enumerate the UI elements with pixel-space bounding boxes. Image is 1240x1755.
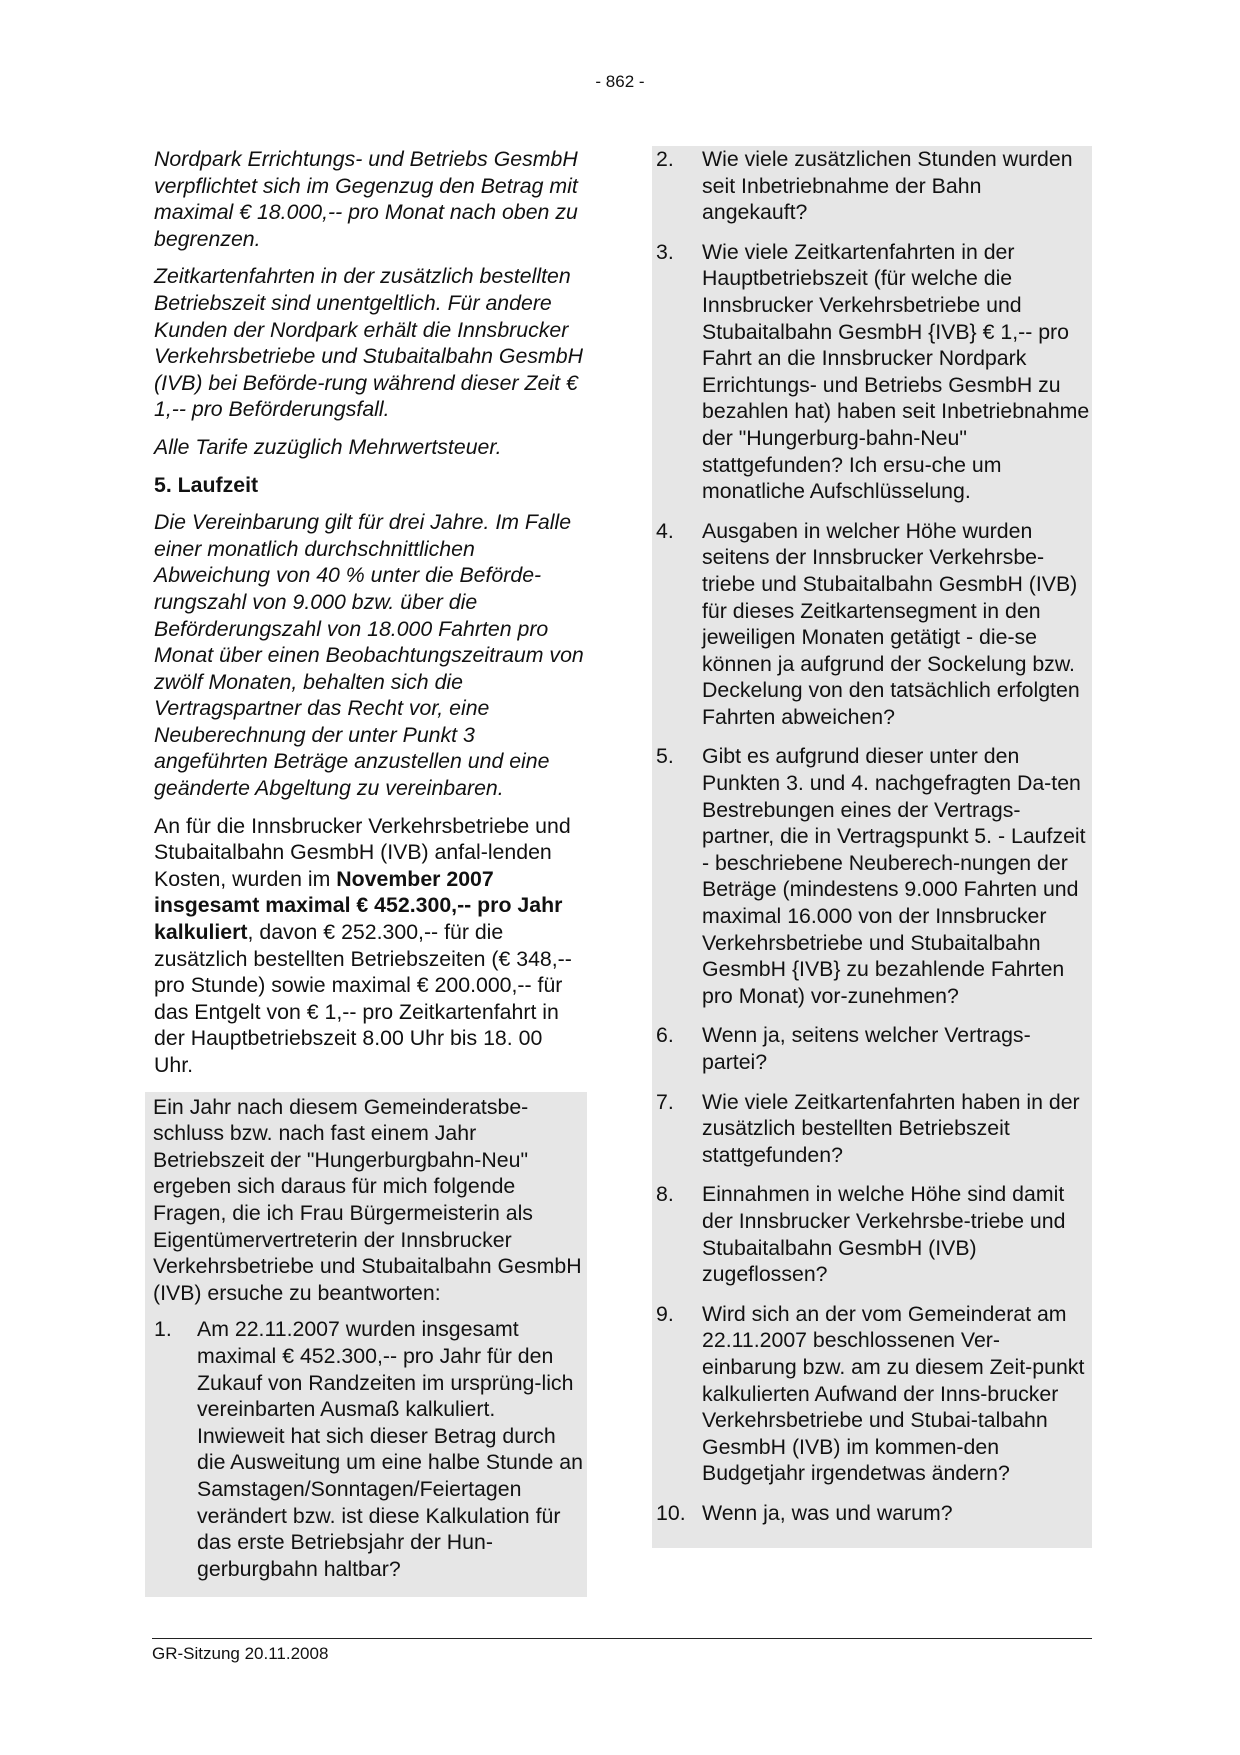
question-item [652, 743, 1092, 1009]
question-number: 4. [656, 518, 674, 543]
footer-session-date: GR-Sitzung 20.11.2008 [152, 1644, 329, 1663]
question-number: 10. [656, 1500, 686, 1525]
question-number: 1. [154, 1317, 172, 1342]
question-item [652, 518, 1092, 731]
question-number: 6. [656, 1023, 674, 1048]
question-item [149, 1316, 583, 1582]
questions-intro: Ein Jahr nach diesem Gemeinderatsbe-schluss bzw. nach fast einem Jahr Betriebszeit der "Hungerburgbahn-Neu" ergeben sich daraus für mich folgende Fragen, die ich Frau Bürgermeisterin als Eigentümervertreterin der Innsbrucker Verkehrsbetriebe und Stubaitalbahn GesmbH (IVB) ersuche zu beantworten: [153, 1094, 582, 1305]
question-text: Wird sich an der vom Gemeinderat am 22.11.2007 beschlossenen Ver-einbarung bzw. am zu diesem Zeit-punkt kalkulierten Aufwand der Inns-brucker Verkehrsbetriebe und Stubai-talbahn GesmbH (IVB) im kommen-den Budgetjahr irgendetwas ändern? [702, 1301, 1085, 1486]
contract-paragraph-term: Die Vereinbarung gilt für drei Jahre. Im Falle einer monatlich durchschnittlichen Abweichung von 40 % unter die Beförde-rungszahl von 9.000 bzw. über die Beförderungszahl von 18.000 Fahrten pro Monat über einen Beobachtungszeitraum von zwölf Monaten, behalten sich die Vertragspartner das Recht vor, eine Neuberechnung der unter Punkt 3 angeführten Beträge anzustellen und eine geänderte Abgeltung zu vereinbaren. [154, 510, 584, 801]
question-text: Am 22.11.2007 wurden insgesamt maximal € 452.300,-- pro Jahr für den Zukauf von Randzeiten im ursprüng-lich vereinbarten Ausmaß kalkuliert. Inwieweit hat sich dieser Betrag durch die Ausweitung um eine halbe Stunde an Samstagen/Sonntagen/Feiertagen verändert bzw. ist diese Kalkulation für das erste Betriebsjahr der Hun-gerburgbahn haltbar? [197, 1317, 583, 1581]
right-column [652, 146, 1092, 1548]
question-list-left [149, 1316, 583, 1582]
question-item [652, 1301, 1092, 1487]
page-number: - 862 - [595, 72, 645, 91]
question-number: 3. [656, 239, 674, 264]
question-number: 2. [656, 147, 674, 171]
contract-paragraph-free-rides: Zeitkartenfahrten in der zusätzlich bestellten Betriebszeit sind unentgeltlich. Für andere Kunden der Nordpark erhält die Innsbrucker Verkehrsbetriebe und Stubaitalbahn GesmbH (IVB) bei Beförde-rung während dieser Zeit € 1,-- pro Beförderungsfall. [154, 264, 583, 422]
question-item [652, 1089, 1092, 1169]
question-text: Gibt es aufgrund dieser unter den Punkten 3. und 4. nachgefragten Da-ten Bestrebungen eines der Vertrags-partner, die in Vertragspunkt 5. - Laufzeit - beschriebene Neuberech-nungen der Beträge (mindestens 9.000 Fahrten und maximal 16.000 von der Innsbrucker Verkehrsbetriebe und Stubaitalbahn GesmbH {IVB} zu bezahlende Fahrten pro Monat) vor-zunehmen? [702, 744, 1086, 1008]
question-list-right [652, 146, 1092, 1527]
costs-text-bold: November 2007 insgesamt maximal € 452.300,-- pro Jahr kalkuliert [154, 866, 563, 945]
section-heading-laufzeit: 5. Laufzeit [154, 472, 259, 497]
costs-text-end: , davon € 252.300,-- für die zusätzlich bestellten Betriebszeiten (€ 348,-- pro Stunde) sowie maximal € 200.000,-- für das Entgelt von € 1,-- pro Zeitkartenfahrt in der Hauptbetriebszeit 8.00 Uhr bis 18. 00 Uhr. [154, 920, 572, 1077]
left-column [145, 146, 587, 1597]
question-number: 8. [656, 1182, 674, 1207]
questions-intro-box [145, 1092, 587, 1598]
question-text: Ausgaben in welcher Höhe wurden seitens der Innsbrucker Verkehrsbe-triebe und Stubaitalbahn GesmbH (IVB) für dieses Zeitkartensegment in den jeweiligen Monaten getätigt - die-se können ja aufgrund der Sockelung bzw. Deckelung von den tatsächlich erfolgten Fahrten abweichen? [702, 518, 1080, 729]
footer-divider [152, 1638, 1092, 1639]
question-number: 7. [656, 1089, 674, 1114]
question-item [652, 1181, 1092, 1287]
contract-paragraph-limit: Nordpark Errichtungs- und Betriebs GesmbH verpflichtet sich im Gegenzug den Betrag mit maximal € 18.000,-- pro Monat nach oben zu begrenzen. [154, 147, 578, 251]
question-number: 9. [656, 1301, 674, 1326]
question-item [652, 146, 1092, 226]
question-text: Wie viele zusätzlichen Stunden wurden seit Inbetriebnahme der Bahn angekauft? [702, 147, 1073, 225]
question-item [652, 1022, 1092, 1075]
question-number: 5. [656, 744, 674, 769]
costs-paragraph [154, 813, 587, 1079]
question-text: Wenn ja, was und warum? [702, 1500, 953, 1525]
costs-text-start: An für die Innsbrucker Verkehrsbetriebe und Stubaitalbahn GesmbH (IVB) anfal-lenden Kosten, wurden im [154, 813, 571, 891]
question-text: Wie viele Zeitkartenfahrten haben in der zusätzlich bestellten Betriebszeit stattgefunden? [702, 1089, 1080, 1167]
question-text: Wie viele Zeitkartenfahrten in der Hauptbetriebszeit (für welche die Innsbrucker Verkehrsbetriebe und Stubaitalbahn GesmbH {IVB} € 1,-- pro Fahrt an die Innsbrucker Nordpark Errichtungs- und Betriebs GesmbH zu bezahlen hat) haben seit Inbetriebnahme der "Hungerburg-bahn-Neu" stattgefunden? Ich ersu-che um monatliche Aufschlüsselung. [702, 239, 1090, 504]
contract-paragraph-vat: Alle Tarife zuzüglich Mehrwertsteuer. [154, 434, 502, 459]
question-item [652, 239, 1092, 505]
question-item [652, 1500, 1092, 1527]
question-text: Wenn ja, seitens welcher Vertrags-partei? [702, 1023, 1031, 1074]
question-text: Einnahmen in welche Höhe sind damit der Innsbrucker Verkehrsbe-triebe und Stubaitalbahn GesmbH (IVB) zugeflossen? [702, 1182, 1066, 1287]
